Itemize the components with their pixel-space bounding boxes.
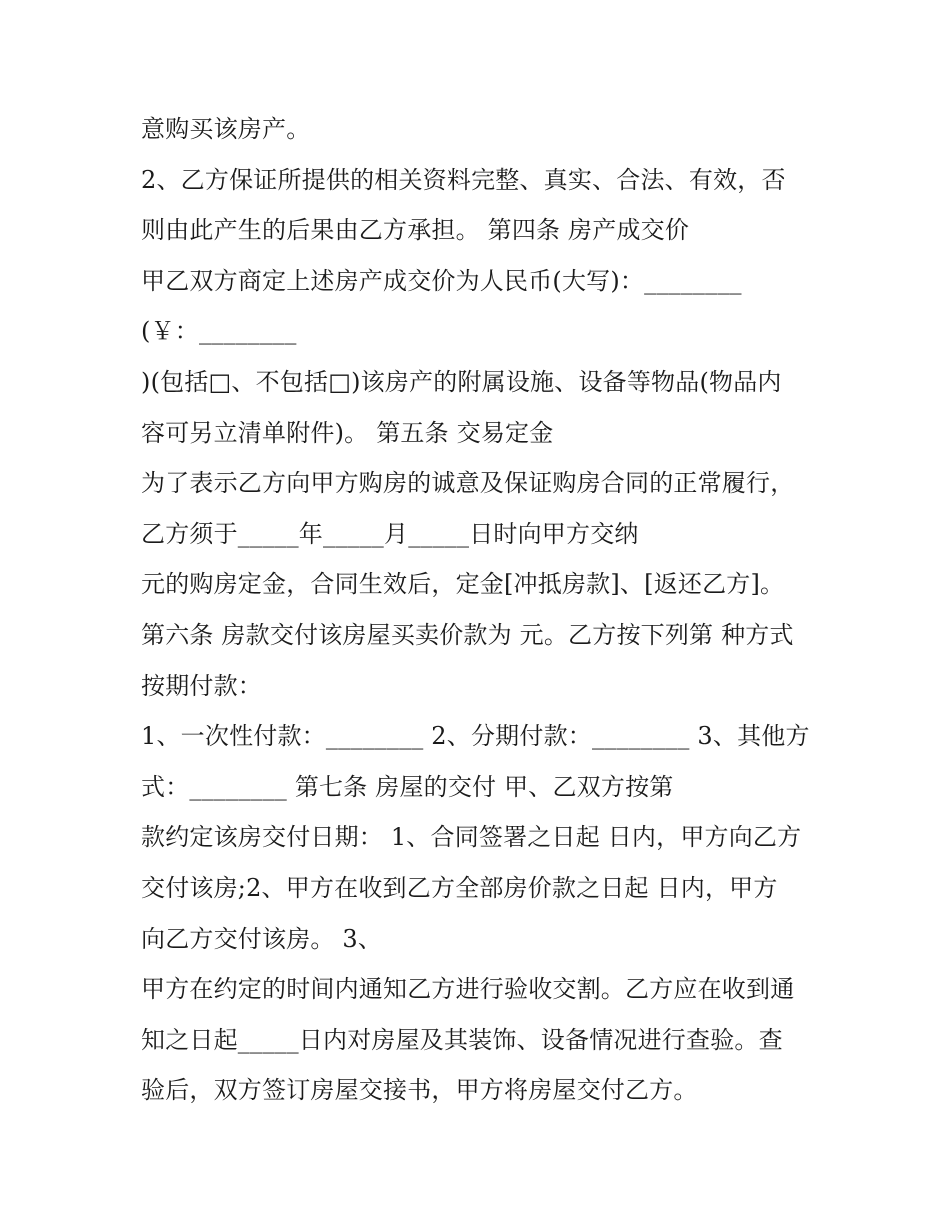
- text-line: 按期付款：: [141, 671, 262, 700]
- text-line: 向乙方交付该房。 3、: [141, 924, 383, 953]
- document-body: [141, 104, 831, 1116]
- text-line: 甲乙双方商定上述房产成交价为人民币(大写)：________: [141, 266, 742, 295]
- text-line: )(包括□、不包括□)该房产的附属设施、设备等物品(物品内: [141, 367, 782, 396]
- text-line: 容可另立清单附件)。 第五条 交易定金: [141, 418, 554, 447]
- text-line: 式：________ 第七条 房屋的交付 甲、乙双方按第: [141, 772, 674, 801]
- text-line: 为了表示乙方向甲方购房的诚意及保证购房合同的正常履行，: [141, 469, 795, 498]
- text-line: 款约定该房交付日期： 1、合同签署之日起 日内，甲方向乙方: [141, 823, 802, 852]
- text-line: 知之日起_____日内对房屋及其装饰、设备情况进行查验。查: [141, 1025, 783, 1054]
- text-line: 交付该房;2、甲方在收到乙方全部房价款之日起 日内，甲方: [141, 873, 778, 902]
- text-line: 意购买该房产。: [141, 115, 311, 143]
- text-line: (￥：________: [141, 317, 297, 346]
- text-line: 甲方在约定的时间内通知乙方进行验收交割。乙方应在收到通: [141, 975, 795, 1004]
- text-line: 第六条 房款交付该房屋买卖价款为 元。乙方按下列第 种方式: [141, 620, 794, 649]
- text-line: 元的购房定金，合同生效后，定金[冲抵房款]、[返还乙方]。: [141, 570, 785, 599]
- text-line: 2、乙方保证所提供的相关资料完整、真实、合法、有效，否: [141, 165, 786, 194]
- text-line: 1、一次性付款：________ 2、分期付款：________ 3、其他方: [141, 722, 810, 751]
- text-line: 则由此产生的后果由乙方承担。 第四条 房产成交价: [141, 216, 690, 245]
- text-line: 验后，双方签订房屋交接书，甲方将房屋交付乙方。: [141, 1076, 698, 1105]
- text-line: 乙方须于_____年_____月_____日时向甲方交纳: [141, 519, 639, 548]
